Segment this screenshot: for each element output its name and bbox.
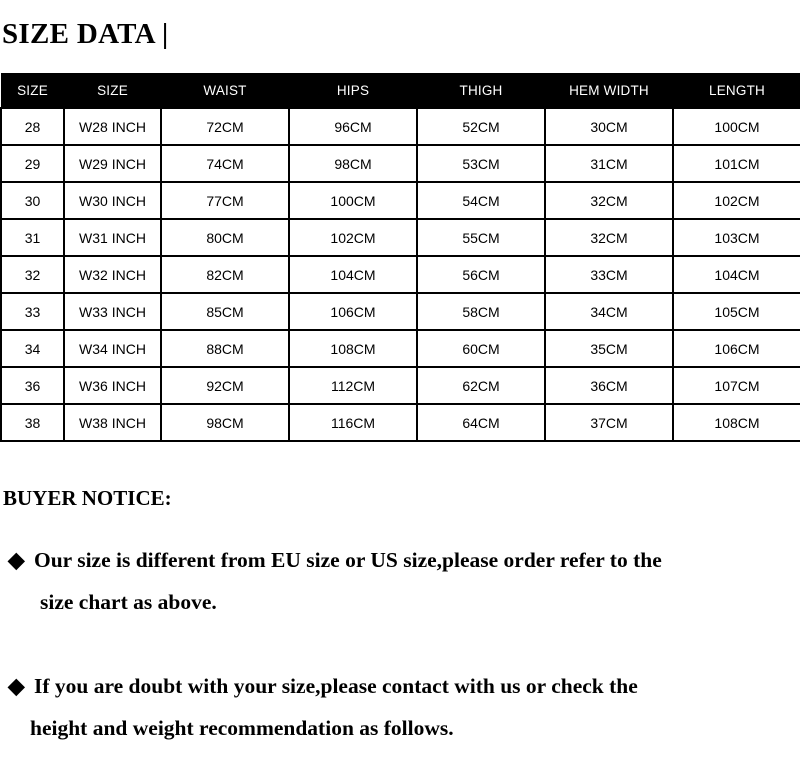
- notice-text-continued: size chart as above.: [40, 590, 217, 614]
- cell-length: 100CM: [673, 108, 800, 145]
- cell-thigh: 62CM: [417, 367, 545, 404]
- header-hem-width: HEM WIDTH: [545, 73, 673, 108]
- cell-waist: 98CM: [161, 404, 289, 441]
- cell-thigh: 52CM: [417, 108, 545, 145]
- cell-size-inch: W33 INCH: [64, 293, 161, 330]
- cell-size-inch: W28 INCH: [64, 108, 161, 145]
- header-waist: WAIST: [161, 73, 289, 108]
- notice-text-continued: height and weight recommendation as follows.: [30, 716, 454, 740]
- cell-hem-width: 33CM: [545, 256, 673, 293]
- notice-item: [8, 539, 662, 623]
- cell-waist: 80CM: [161, 219, 289, 256]
- cell-thigh: 64CM: [417, 404, 545, 441]
- cell-size: 28: [1, 108, 64, 145]
- cell-length: 102CM: [673, 182, 800, 219]
- notice-text: If you are doubt with your size,please contact with us or check the: [34, 674, 638, 698]
- cell-size: 33: [1, 293, 64, 330]
- cell-hem-width: 34CM: [545, 293, 673, 330]
- header-size-number: SIZE: [1, 73, 64, 108]
- cell-length: 101CM: [673, 145, 800, 182]
- cell-thigh: 53CM: [417, 145, 545, 182]
- cell-hips: 116CM: [289, 404, 417, 441]
- cell-length: 105CM: [673, 293, 800, 330]
- notice-item: [8, 665, 638, 749]
- cell-hips: 112CM: [289, 367, 417, 404]
- cell-hem-width: 32CM: [545, 219, 673, 256]
- header-length: LENGTH: [673, 73, 800, 108]
- cell-waist: 77CM: [161, 182, 289, 219]
- table-row: [1, 182, 800, 219]
- cell-size-inch: W30 INCH: [64, 182, 161, 219]
- cell-hem-width: 35CM: [545, 330, 673, 367]
- cell-thigh: 54CM: [417, 182, 545, 219]
- cell-length: 104CM: [673, 256, 800, 293]
- table-row: [1, 404, 800, 441]
- cell-waist: 72CM: [161, 108, 289, 145]
- cell-thigh: 55CM: [417, 219, 545, 256]
- cell-length: 107CM: [673, 367, 800, 404]
- cell-waist: 85CM: [161, 293, 289, 330]
- cell-waist: 92CM: [161, 367, 289, 404]
- table-row: [1, 367, 800, 404]
- table-row: [1, 219, 800, 256]
- cell-hips: 98CM: [289, 145, 417, 182]
- cell-hips: 106CM: [289, 293, 417, 330]
- size-table: [0, 73, 800, 442]
- cell-size: 34: [1, 330, 64, 367]
- cell-size: 38: [1, 404, 64, 441]
- cell-waist: 74CM: [161, 145, 289, 182]
- cell-hem-width: 37CM: [545, 404, 673, 441]
- cell-size: 31: [1, 219, 64, 256]
- diamond-bullet-icon: ◆: [8, 674, 25, 698]
- cell-size-inch: W34 INCH: [64, 330, 161, 367]
- cell-hips: 108CM: [289, 330, 417, 367]
- cell-size-inch: W36 INCH: [64, 367, 161, 404]
- cell-size-inch: W38 INCH: [64, 404, 161, 441]
- cell-size-inch: W31 INCH: [64, 219, 161, 256]
- table-row: [1, 293, 800, 330]
- table-header-row: [1, 73, 800, 108]
- cell-waist: 82CM: [161, 256, 289, 293]
- header-thigh: THIGH: [417, 73, 545, 108]
- table-row: [1, 145, 800, 182]
- cell-hem-width: 31CM: [545, 145, 673, 182]
- cell-size: 30: [1, 182, 64, 219]
- cell-size-inch: W29 INCH: [64, 145, 161, 182]
- table-row: [1, 108, 800, 145]
- cell-length: 103CM: [673, 219, 800, 256]
- table-row: [1, 330, 800, 367]
- cell-waist: 88CM: [161, 330, 289, 367]
- header-hips: HIPS: [289, 73, 417, 108]
- cell-thigh: 56CM: [417, 256, 545, 293]
- cell-size-inch: W32 INCH: [64, 256, 161, 293]
- cell-hem-width: 30CM: [545, 108, 673, 145]
- cell-hips: 102CM: [289, 219, 417, 256]
- header-size-inch: SIZE: [64, 73, 161, 108]
- cell-size: 29: [1, 145, 64, 182]
- cell-hem-width: 36CM: [545, 367, 673, 404]
- notice-line: [8, 665, 638, 707]
- cell-hips: 104CM: [289, 256, 417, 293]
- cell-thigh: 60CM: [417, 330, 545, 367]
- cell-hips: 96CM: [289, 108, 417, 145]
- table-row: [1, 256, 800, 293]
- notice-line: [8, 539, 662, 581]
- page-title: SIZE DATA |: [2, 18, 169, 50]
- cell-size: 32: [1, 256, 64, 293]
- diamond-bullet-icon: ◆: [8, 548, 25, 572]
- notice-text: Our size is different from EU size or US size,please order refer to the: [34, 548, 662, 572]
- cell-hips: 100CM: [289, 182, 417, 219]
- cell-length: 108CM: [673, 404, 800, 441]
- cell-thigh: 58CM: [417, 293, 545, 330]
- buyer-notice-title: BUYER NOTICE:: [3, 486, 172, 510]
- cell-length: 106CM: [673, 330, 800, 367]
- cell-hem-width: 32CM: [545, 182, 673, 219]
- cell-size: 36: [1, 367, 64, 404]
